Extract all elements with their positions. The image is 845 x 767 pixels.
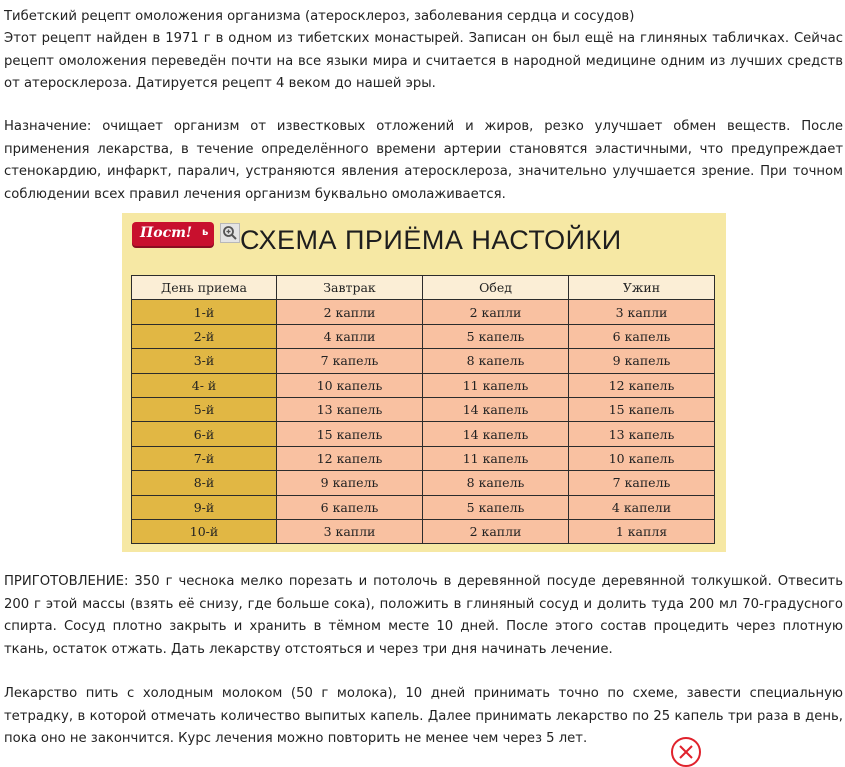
table-row (132, 519, 715, 543)
lunch-cell: 2 капли (423, 300, 569, 324)
table-row (132, 373, 715, 397)
breakfast-cell: 6 капель (277, 495, 423, 519)
purpose-paragraph (4, 116, 843, 206)
dosage-scheme-image (122, 213, 726, 552)
title-text: Тибетский рецепт омоложения организма (атеросклероз, заболевания сердца и сосудов) (4, 9, 635, 24)
dinner-cell: 13 капель (569, 422, 715, 446)
lunch-cell: 14 капель (423, 422, 569, 446)
breakfast-cell: 3 капли (277, 519, 423, 543)
day-cell: 6-й (132, 422, 277, 446)
day-cell: 1-й (132, 300, 277, 324)
scheme-title: СХЕМА ПРИЁМА НАСТОЙКИ (240, 225, 622, 255)
dinner-cell: 1 капля (569, 519, 715, 543)
day-cell: 7-й (132, 446, 277, 470)
usage-paragraph (4, 683, 843, 751)
breakfast-cell: 4 капли (277, 324, 423, 348)
lunch-cell: 2 капли (423, 519, 569, 543)
table-row (132, 397, 715, 421)
lunch-cell: 5 капель (423, 324, 569, 348)
breakfast-cell: 12 капель (277, 446, 423, 470)
breakfast-cell: 13 капель (277, 397, 423, 421)
intro-paragraph (4, 28, 843, 96)
dinner-cell: 12 капель (569, 373, 715, 397)
dinner-cell: 9 капель (569, 349, 715, 373)
preparation-text: ПРИГОТОВЛЕНИЕ: 350 г чеснока мелко порезать и потолочь в деревянной посуде деревянной толкушкой. Отвесить 200 г этой массы (взять её снизу, где больше сока), положить в глиняный сосуд и долить туда 200 мл 70-градусного спирта. Сосуд плотно закрыть и хранить в тёмном месте 10 дней. После этого состав процедить через плотную ткань, остаток отжать. Дать лекарству отстояться и через три дня начинать лечение. (4, 574, 843, 657)
day-cell: 9-й (132, 495, 277, 519)
day-cell: 2-й (132, 324, 277, 348)
post-stamp-logo[interactable] (132, 222, 214, 246)
breakfast-cell: 10 капель (277, 373, 423, 397)
stamp-label: Пост! (140, 225, 193, 241)
breakfast-cell: 2 капли (277, 300, 423, 324)
day-cell: 10-й (132, 519, 277, 543)
lunch-cell: 8 капель (423, 471, 569, 495)
day-cell: 5-й (132, 397, 277, 421)
preparation-paragraph (4, 571, 843, 661)
usage-text: Лекарство пить с холодным молоком (50 г молока), 10 дней принимать точно по схеме, завести специальную тетрадку, в которой отмечать количество выпитых капель. Далее принимать лекарство по 25 капель три раза в день, пока оно не закончится. Курс лечения можно повторить не менее чем через 5 лет. (4, 686, 843, 746)
lunch-cell: 11 капель (423, 373, 569, 397)
dosage-table (131, 275, 715, 544)
dinner-cell: 4 капели (569, 495, 715, 519)
table-row (132, 324, 715, 348)
dinner-cell: 7 капель (569, 471, 715, 495)
day-cell: 3-й (132, 349, 277, 373)
table-row (132, 300, 715, 324)
dinner-cell: 3 капли (569, 300, 715, 324)
zoom-in-icon[interactable] (220, 223, 240, 243)
intro-text: Этот рецепт найден в 1971 г в одном из тибетских монастырей. Записан он был ещё на глиняных табличках. Сейчас рецепт омоложения переведён почти на все языки мира и считается в народной медицине одним из лучших средств от атеросклероза. Датируется рецепт 4 веком до нашей эры. (4, 31, 843, 91)
breakfast-cell: 7 капель (277, 349, 423, 373)
lunch-cell: 8 капель (423, 349, 569, 373)
article-title (4, 6, 843, 29)
lunch-cell: 14 капель (423, 397, 569, 421)
lunch-cell: 11 капель (423, 446, 569, 470)
stamp-tail: ь (202, 227, 209, 238)
table-row (132, 471, 715, 495)
dinner-cell: 15 капель (569, 397, 715, 421)
header-day: День приема (132, 276, 277, 300)
dinner-cell: 10 капель (569, 446, 715, 470)
table-row (132, 495, 715, 519)
breakfast-cell: 9 капель (277, 471, 423, 495)
table-row (132, 446, 715, 470)
dinner-cell: 6 капель (569, 324, 715, 348)
table-row (132, 349, 715, 373)
close-icon[interactable] (671, 737, 701, 767)
day-cell: 8-й (132, 471, 277, 495)
breakfast-cell: 15 капель (277, 422, 423, 446)
header-dinner: Ужин (569, 276, 715, 300)
table-row (132, 422, 715, 446)
purpose-text: Назначение: очищает организм от известковых отложений и жиров, резко улучшает обмен веществ. После применения лекарства, в течение определённого времени артерии становятся эластичными, что предупреждает стенокардию, инфаркт, паралич, устраняются явления атеросклероза, значительно улучшается зрение. При точном соблюдении всех правил лечения организм буквально омолаживается. (4, 119, 843, 202)
lunch-cell: 5 капель (423, 495, 569, 519)
header-lunch: Обед (423, 276, 569, 300)
day-cell: 4- й (132, 373, 277, 397)
table-header-row (132, 276, 715, 300)
header-breakfast: Завтрак (277, 276, 423, 300)
